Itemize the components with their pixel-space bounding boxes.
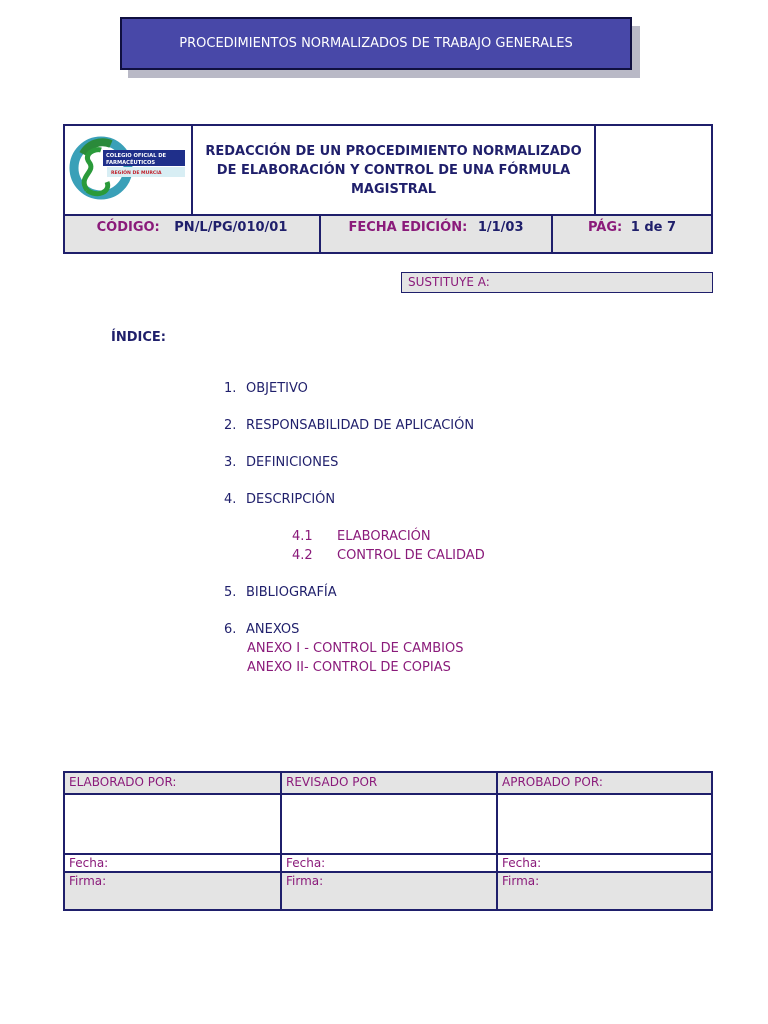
toc-item-number: 2. xyxy=(224,418,237,433)
elaborado-fecha-field: Fecha: xyxy=(65,853,280,873)
fecha-edicion-cell xyxy=(321,216,553,252)
elaborado-header: ELABORADO POR: xyxy=(65,773,280,795)
codigo-value: PN/L/PG/010/01 xyxy=(174,220,288,235)
revisado-column xyxy=(282,773,498,909)
toc-anexo-item: ANEXO I - CONTROL DE CAMBIOS xyxy=(247,641,464,656)
procedure-title: REDACCIÓN DE UN PROCEDIMIENTO NORMALIZADO DE ELABORACIÓN Y CONTROL DE UNA FÓRMULA MAGISTRAL xyxy=(205,143,582,197)
sustituye-label: SUSTITUYE A: xyxy=(408,275,490,289)
codigo-cell xyxy=(65,216,321,252)
aprobado-header: APROBADO POR: xyxy=(498,773,711,795)
signature-table xyxy=(63,771,713,911)
toc-item xyxy=(224,620,299,639)
toc-item-number: 4. xyxy=(224,492,237,507)
toc-item-label: OBJETIVO xyxy=(246,381,308,396)
svg-text:FARMACÉUTICOS: FARMACÉUTICOS xyxy=(106,160,156,166)
header-meta-row xyxy=(65,214,711,252)
toc-item-number: 6. xyxy=(224,622,237,637)
toc-item xyxy=(224,379,308,398)
aprobado-fecha-field: Fecha: xyxy=(498,853,711,873)
toc-subitem-label: CONTROL DE CALIDAD xyxy=(337,548,485,563)
toc-item-number: 5. xyxy=(224,585,237,600)
fecha-edicion-value: 1/1/03 xyxy=(477,220,524,235)
codigo-label: CÓDIGO: xyxy=(96,220,160,235)
pagina-cell xyxy=(553,216,711,252)
revisado-firma-field: Firma: xyxy=(282,873,496,909)
procedure-title-cell xyxy=(193,126,596,214)
elaborado-firma-field: Firma: xyxy=(65,873,280,909)
toc-anexo-item: ANEXO II- CONTROL DE COPIAS xyxy=(247,660,451,675)
aprobado-column xyxy=(498,773,711,909)
banner-title: PROCEDIMIENTOS NORMALIZADOS DE TRABAJO GENERALES xyxy=(179,36,573,51)
toc-item-label: ANEXOS xyxy=(246,622,300,637)
college-logo-icon xyxy=(67,128,191,212)
pagina-value: 1 de 7 xyxy=(630,220,677,235)
toc-item-label: DESCRIPCIÓN xyxy=(246,492,336,507)
toc-item-label: RESPONSABILIDAD DE APLICACIÓN xyxy=(246,418,475,433)
toc-item-number: 1. xyxy=(224,381,237,396)
toc-item xyxy=(224,490,335,509)
elaborado-column xyxy=(65,773,282,909)
sustituye-field xyxy=(401,272,713,293)
toc-subitem-number: 4.1 xyxy=(292,529,313,544)
toc-item xyxy=(224,583,337,602)
toc-subitem xyxy=(292,527,431,546)
fecha-edicion-label: FECHA EDICIÓN: xyxy=(348,220,468,235)
svg-text:COLEGIO OFICIAL DE: COLEGIO OFICIAL DE xyxy=(106,153,167,159)
toc-item-label: BIBLIOGRAFÍA xyxy=(246,585,337,600)
revisado-header: REVISADO POR xyxy=(282,773,496,795)
svg-text:REGIÓN DE MURCIA: REGIÓN DE MURCIA xyxy=(111,171,162,176)
header-table xyxy=(63,124,713,254)
revisado-fecha-field: Fecha: xyxy=(282,853,496,873)
pagina-label: PÁG: xyxy=(587,220,623,235)
indice-heading: ÍNDICE: xyxy=(111,330,166,345)
toc-item-label: DEFINICIONES xyxy=(246,455,339,470)
document-banner xyxy=(120,17,632,70)
toc-subitem-number: 4.2 xyxy=(292,548,313,563)
logo-cell xyxy=(65,126,193,214)
toc-subitem xyxy=(292,546,485,565)
toc-item xyxy=(224,453,338,472)
toc-subitem-label: ELABORACIÓN xyxy=(337,529,431,544)
toc-item-number: 3. xyxy=(224,455,237,470)
aprobado-firma-field: Firma: xyxy=(498,873,711,909)
toc-item xyxy=(224,416,474,435)
